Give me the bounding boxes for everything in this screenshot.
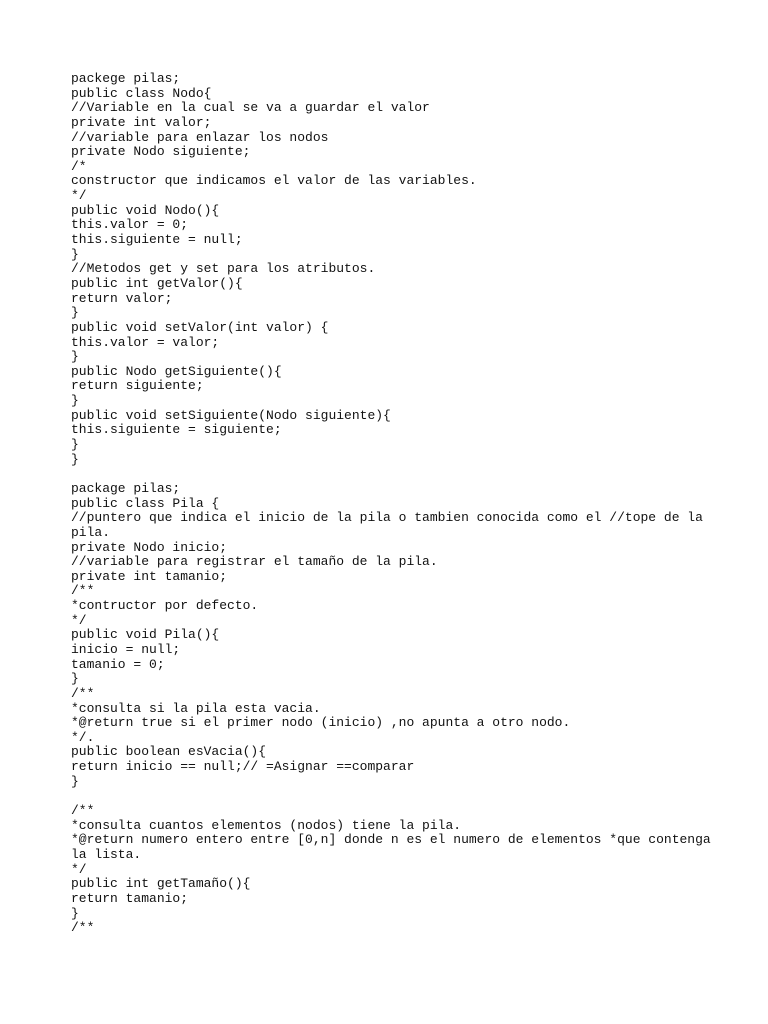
code-line: pila. [71, 524, 111, 540]
code-line: /** [71, 920, 95, 936]
code-line: //variable para enlazar los nodos [71, 129, 329, 145]
code-line: private int tamanio; [71, 568, 228, 584]
code-line: */. [71, 729, 95, 745]
code-line: //Variable en la cual se va a guardar el valor [71, 100, 430, 116]
blank-line [71, 467, 711, 482]
code-line: public int getValor(){ [71, 275, 243, 291]
code-line: public void Nodo(){ [71, 202, 220, 218]
code-line: public int getTamaño(){ [71, 876, 251, 892]
code-line: *@return true si el primer nodo (inicio) ,no apunta a otro nodo. [71, 715, 571, 731]
code-line: tamanio = 0; [71, 656, 165, 672]
code-line: private Nodo inicio; [71, 539, 228, 555]
code-line: *@return numero entero entre [0,n] donde n es el numero de elementos *que contenga [71, 832, 711, 848]
code-line: this.valor = 0; [71, 217, 189, 233]
code-line: this.valor = valor; [71, 334, 220, 350]
code-line: return tamanio; [71, 890, 189, 906]
code-line: } [71, 671, 79, 687]
code-line: */ [71, 188, 87, 204]
code-line: packege pilas; [71, 71, 181, 86]
code-line: *contructor por defecto. [71, 598, 259, 614]
code-line: //variable para registrar el tamaño de la pila. [71, 554, 438, 570]
code-line: /** [71, 685, 95, 701]
code-line: } [71, 393, 79, 409]
code-line: } [71, 305, 79, 321]
code-line: this.siguiente = siguiente; [71, 422, 282, 438]
code-line: /** [71, 583, 95, 599]
code-line: return siguiente; [71, 378, 204, 394]
code-line: } [71, 773, 79, 789]
code-line: return inicio == null;// =Asignar ==comparar [71, 759, 415, 775]
code-line: *consulta si la pila esta vacia. [71, 700, 321, 716]
blank-line [71, 789, 711, 804]
code-line: } [71, 451, 79, 467]
code-line: */ [71, 861, 87, 877]
code-line: public void setValor(int valor) { [71, 319, 329, 335]
code-line: } [71, 246, 79, 262]
code-line: /* [71, 158, 87, 174]
code-line: public boolean esVacia(){ [71, 744, 267, 760]
code-line: public class Nodo{ [71, 85, 212, 101]
code-line: inicio = null; [71, 641, 181, 657]
code-line: //puntero que indica el inicio de la pila o tambien conocida como el //tope de la [71, 510, 703, 526]
code-line: public Nodo getSiguiente(){ [71, 363, 282, 379]
code-line: public class Pila { [71, 495, 220, 511]
code-line: this.siguiente = null; [71, 232, 243, 248]
code-line: } [71, 437, 79, 453]
code-line: } [71, 905, 79, 921]
code-line: package pilas; [71, 480, 181, 496]
code-line: */ [71, 612, 87, 628]
code-line: private Nodo siguiente; [71, 144, 251, 160]
code-line: } [71, 349, 79, 365]
code-line: public void Pila(){ [71, 627, 220, 643]
code-line: private int valor; [71, 114, 212, 130]
code-line: constructor que indicamos el valor de las variables. [71, 173, 477, 189]
code-line: return valor; [71, 290, 173, 306]
code-listing [71, 72, 711, 936]
code-line: public void setSiguiente(Nodo siguiente){ [71, 407, 391, 423]
code-line: /** [71, 803, 95, 819]
code-line: la lista. [71, 846, 142, 862]
code-line: //Metodos get y set para los atributos. [71, 261, 376, 277]
code-line: *consulta cuantos elementos (nodos) tiene la pila. [71, 817, 462, 833]
